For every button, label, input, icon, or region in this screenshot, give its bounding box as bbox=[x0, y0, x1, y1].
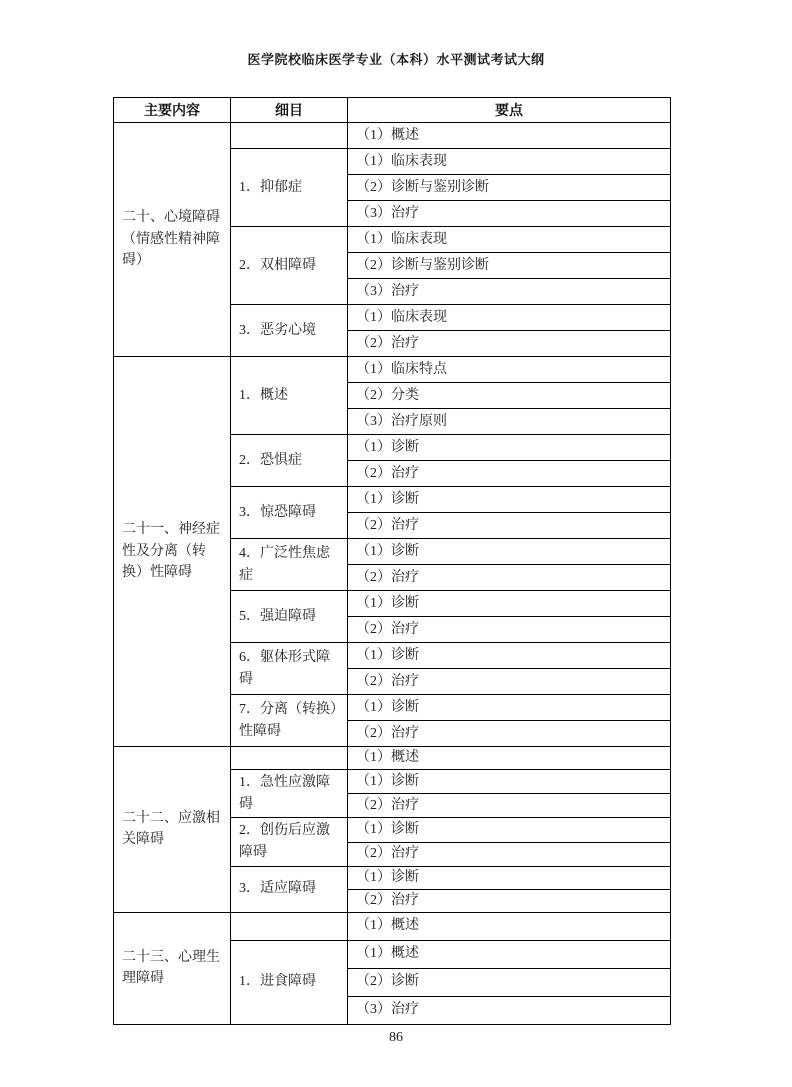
point-cell: （2）治疗 bbox=[348, 669, 671, 695]
detail-cell: 4．广泛性焦虑症 bbox=[231, 539, 348, 591]
point-cell: （1）概述 bbox=[348, 912, 671, 940]
detail-cell: 3．惊恐障碍 bbox=[231, 487, 348, 539]
detail-cell: 2．恐惧症 bbox=[231, 435, 348, 487]
point-cell: （1）概述 bbox=[348, 123, 671, 149]
point-cell: （1）概述 bbox=[348, 747, 671, 770]
point-cell: （1）临床表现 bbox=[348, 227, 671, 253]
point-cell: （1）临床表现 bbox=[348, 149, 671, 175]
detail-cell: 3．适应障碍 bbox=[231, 866, 348, 912]
exam-outline-table bbox=[113, 97, 671, 1025]
point-cell: （2）治疗 bbox=[348, 565, 671, 591]
point-cell: （1）诊断 bbox=[348, 866, 671, 889]
document-title: 医学院校临床医学专业（本科）水平测试考试大纲 bbox=[247, 52, 545, 67]
point-cell: （2）治疗 bbox=[348, 889, 671, 912]
main-content-cell: 二十、心境障碍（情感性精神障碍） bbox=[114, 123, 231, 357]
point-cell: （2）诊断与鉴别诊断 bbox=[348, 253, 671, 279]
point-cell: （2）治疗 bbox=[348, 513, 671, 539]
table-row bbox=[114, 123, 671, 149]
detail-cell: 3．恶劣心境 bbox=[231, 305, 348, 357]
point-cell: （1）概述 bbox=[348, 940, 671, 968]
point-cell: （1）诊断 bbox=[348, 539, 671, 565]
detail-cell bbox=[231, 123, 348, 149]
point-cell: （1）诊断 bbox=[348, 591, 671, 617]
point-cell: （1）诊断 bbox=[348, 643, 671, 669]
detail-cell: 1．进食障碍 bbox=[231, 940, 348, 1024]
point-cell: （2）治疗 bbox=[348, 842, 671, 866]
point-cell: （3）治疗 bbox=[348, 279, 671, 305]
main-content-cell: 二十三、心理生理障碍 bbox=[114, 912, 231, 1024]
point-cell: （2）治疗 bbox=[348, 461, 671, 487]
detail-cell bbox=[231, 912, 348, 940]
column-header-main-content: 主要内容 bbox=[114, 98, 231, 123]
detail-cell: 7．分离（转换）性障碍 bbox=[231, 695, 348, 747]
point-cell: （1）诊断 bbox=[348, 435, 671, 461]
point-cell: （1）诊断 bbox=[348, 695, 671, 721]
point-cell: （2）治疗 bbox=[348, 331, 671, 357]
point-cell: （2）诊断与鉴别诊断 bbox=[348, 175, 671, 201]
point-cell: （2）治疗 bbox=[348, 721, 671, 747]
column-header-points: 要点 bbox=[348, 98, 671, 123]
detail-cell: 1．抑郁症 bbox=[231, 149, 348, 227]
detail-cell: 2．创伤后应激障碍 bbox=[231, 818, 348, 866]
table-row bbox=[114, 357, 671, 383]
column-header-detail: 细目 bbox=[231, 98, 348, 123]
detail-cell: 2．双相障碍 bbox=[231, 227, 348, 305]
detail-cell: 6．躯体形式障碍 bbox=[231, 643, 348, 695]
point-cell: （3）治疗 bbox=[348, 201, 671, 227]
point-cell: （2）治疗 bbox=[348, 794, 671, 818]
point-cell: （1）临床特点 bbox=[348, 357, 671, 383]
detail-cell: 1．概述 bbox=[231, 357, 348, 435]
point-cell: （3）治疗 bbox=[348, 996, 671, 1024]
main-content-cell: 二十二、应激相关障碍 bbox=[114, 747, 231, 913]
detail-cell: 1．急性应激障碍 bbox=[231, 770, 348, 818]
table-row bbox=[114, 747, 671, 770]
point-cell: （2）分类 bbox=[348, 383, 671, 409]
point-cell: （1）临床表现 bbox=[348, 305, 671, 331]
detail-cell bbox=[231, 747, 348, 770]
point-cell: （2）诊断 bbox=[348, 968, 671, 996]
table-header-row bbox=[114, 98, 671, 123]
point-cell: （1）诊断 bbox=[348, 818, 671, 842]
point-cell: （1）诊断 bbox=[348, 770, 671, 794]
point-cell: （3）治疗原则 bbox=[348, 409, 671, 435]
detail-cell: 5．强迫障碍 bbox=[231, 591, 348, 643]
page-number: 86 bbox=[389, 1030, 403, 1045]
point-cell: （2）治疗 bbox=[348, 617, 671, 643]
table-row bbox=[114, 912, 671, 940]
point-cell: （1）诊断 bbox=[348, 487, 671, 513]
main-content-cell: 二十一、神经症性及分离（转换）性障碍 bbox=[114, 357, 231, 747]
